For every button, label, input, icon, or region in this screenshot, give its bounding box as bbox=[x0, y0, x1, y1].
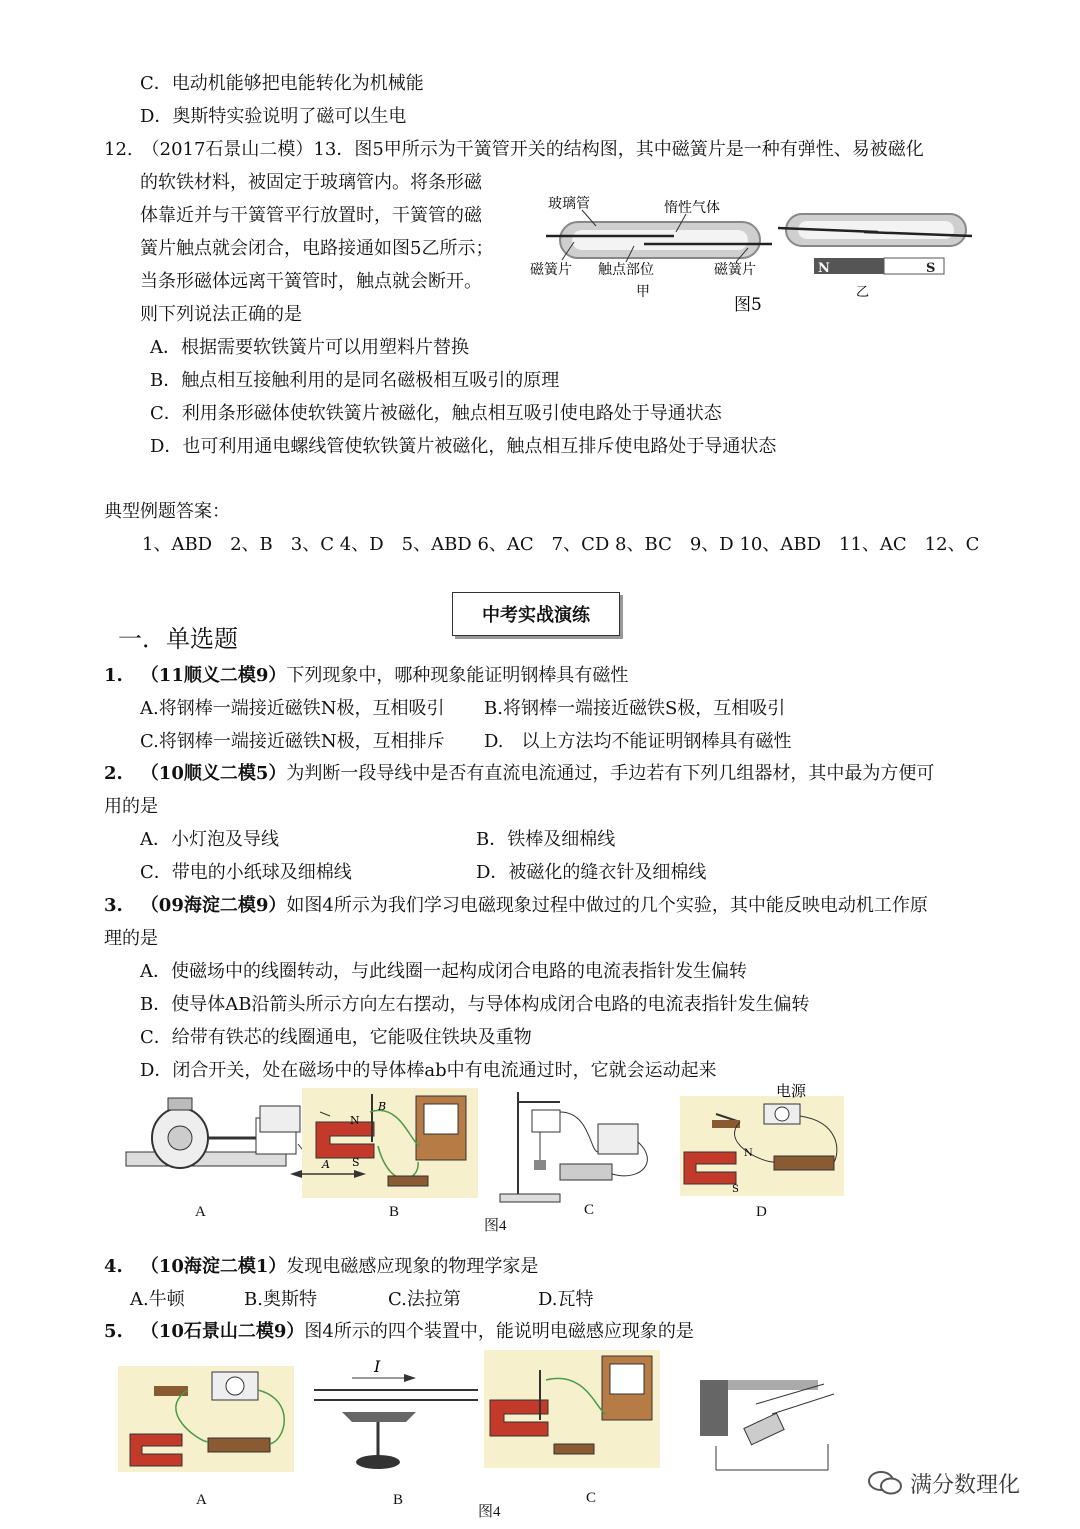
wechat-icon bbox=[868, 1470, 902, 1496]
q12-stem-line6: 则下列说法正确的是 bbox=[140, 304, 302, 325]
p3-option-b: B．使导体AB沿箭头所示方向左右摆动，与导体构成闭合电路的电流表指针发生偏转 bbox=[140, 994, 810, 1015]
d-s-label: S bbox=[732, 1184, 739, 1195]
experiment-a-generator bbox=[126, 1098, 306, 1168]
b-a-label: A bbox=[322, 1158, 330, 1171]
device-d-apparatus bbox=[700, 1380, 834, 1470]
p1-text: 下列现象中，哪种现象能证明钢棒具有磁性 bbox=[286, 665, 629, 686]
magnet-s-label: S bbox=[926, 261, 936, 276]
p4-option-c: C.法拉第 bbox=[388, 1289, 461, 1310]
b-s-label: S bbox=[352, 1156, 360, 1169]
q12-stem-line4: 簧片触点就会闭合，电路接通如图5乙所示； bbox=[140, 238, 494, 259]
experiment-b-induction bbox=[290, 1088, 478, 1198]
p1-number: 1. bbox=[104, 665, 123, 686]
device-a-motor bbox=[118, 1366, 294, 1472]
fig4-caption: 图4 bbox=[484, 1218, 507, 1234]
p3-option-a: A．使磁场中的线圈转动，与此线圈一起构成闭合电路的电流表指针发生偏转 bbox=[140, 961, 747, 982]
p4-number: 4. bbox=[104, 1256, 123, 1277]
p4-option-a: A.牛顿 bbox=[130, 1289, 185, 1310]
b-b-label: B bbox=[378, 1100, 387, 1113]
section-title: 中考实战演练 bbox=[482, 605, 590, 626]
label-reed-left: 磁簧片 bbox=[530, 262, 572, 278]
answers-title: 典型例题答案： bbox=[104, 501, 230, 522]
reed-switch-diagram-yi bbox=[778, 214, 972, 300]
p3-source: （09海淀二模9） bbox=[140, 895, 287, 916]
section-title-box bbox=[452, 592, 620, 636]
p5-number: 5. bbox=[104, 1321, 123, 1342]
label-inert-gas: 惰性气体 bbox=[664, 200, 720, 216]
label-glass-tube: 玻璃管 bbox=[548, 196, 590, 212]
magnet-n-label: N bbox=[818, 261, 830, 276]
experiment-d-motor bbox=[680, 1082, 844, 1196]
fig4-label-b: B bbox=[389, 1204, 400, 1220]
p1-option-d: D. 以上方法均不能证明钢棒具有磁性 bbox=[484, 731, 792, 752]
p2-option-a: A．小灯泡及导线 bbox=[140, 829, 279, 850]
fig4b-label-a: A bbox=[196, 1492, 207, 1508]
label-contact: 触点部位 bbox=[598, 262, 654, 278]
fig4-label-d: D bbox=[756, 1204, 767, 1220]
fig4b-label-b: B bbox=[393, 1492, 404, 1508]
watermark bbox=[868, 1463, 1058, 1503]
q12-option-a: A．根据需要软铁簧片可以用塑料片替换 bbox=[150, 337, 469, 358]
p3-option-d: D．闭合开关，处在磁场中的导体棒ab中有电流通过时，它就会运动起来 bbox=[140, 1060, 717, 1081]
device-c-induction bbox=[484, 1350, 660, 1468]
p3-number: 3. bbox=[104, 895, 123, 916]
b-n-label: N bbox=[350, 1114, 360, 1127]
p3-text: 如图4所示为我们学习电磁现象过程中做过的几个实验，其中能反映电动机工作原 bbox=[286, 895, 928, 916]
p1-stem bbox=[104, 664, 628, 688]
p4-option-b: B.奥斯特 bbox=[244, 1289, 317, 1310]
d-n-label: N bbox=[744, 1148, 753, 1159]
p1-option-a: A.将钢棒一端接近磁铁N极，互相吸引 bbox=[140, 698, 445, 719]
device-b-oersted bbox=[314, 1357, 478, 1469]
figure-4-experiments bbox=[120, 1082, 850, 1232]
p1-source: （11顺义二模9） bbox=[140, 665, 287, 686]
p2-option-c: C．带电的小纸球及细棉线 bbox=[140, 862, 352, 883]
p1-option-b: B.将钢棒一端接近磁铁S极，互相吸引 bbox=[484, 698, 786, 719]
p5-text: 图4所示的四个装置中，能说明电磁感应现象的是 bbox=[304, 1321, 694, 1342]
p3-stem bbox=[104, 894, 928, 918]
reed-switch-diagram-jia bbox=[530, 195, 772, 300]
fig4-label-a: A bbox=[195, 1204, 206, 1220]
answers-list: 1、ABD 2、B 3、C 4、D 5、ABD 6、AC 7、CD 8、BC 9、D 10、ABD 11、AC 12、C bbox=[142, 534, 980, 555]
q12-stem-line2: 的软铁材料，被固定于玻璃管内。将条形磁 bbox=[140, 172, 482, 193]
q11-option-d: D．奥斯特实验说明了磁可以生电 bbox=[140, 106, 407, 127]
label-reed-right: 磁簧片 bbox=[714, 262, 756, 278]
q12-stem-line1: 12. （2017石景山二模）13．图5甲所示为干簧管开关的结构图，其中磁簧片是一种有弹性、易被磁化 bbox=[104, 139, 924, 160]
watermark-text: 满分数理化 bbox=[910, 1472, 1021, 1498]
p1-option-c: C.将钢棒一端接近磁铁N极，互相排斥 bbox=[140, 731, 445, 752]
p4-stem bbox=[104, 1255, 538, 1279]
p2-option-b: B．铁棒及细棉线 bbox=[476, 829, 616, 850]
fig4b-label-c: C bbox=[586, 1490, 597, 1506]
d-power-label: 电源 bbox=[776, 1082, 807, 1100]
figure-5-caption: 图5 bbox=[734, 295, 762, 315]
p2-number: 2. bbox=[104, 763, 123, 784]
figure-5-reed-switch bbox=[526, 188, 986, 318]
label-yi: 乙 bbox=[856, 285, 870, 300]
p2-source: （10顺义二模5） bbox=[140, 763, 287, 784]
q12-option-c: C．利用条形磁体使软铁簧片被磁化，触点相互吸引使电路处于导通状态 bbox=[150, 403, 722, 424]
p2-stem-line2: 用的是 bbox=[104, 796, 158, 817]
q12-stem-line5: 当条形磁体远离干簧管时，触点就会断开。 bbox=[140, 271, 482, 292]
label-jia: 甲 bbox=[636, 284, 650, 300]
q12-stem-line3: 体靠近并与干簧管平行放置时，干簧管的磁 bbox=[140, 205, 482, 226]
figure-4-devices bbox=[116, 1350, 842, 1490]
p4-option-d: D.瓦特 bbox=[538, 1289, 594, 1310]
p2-option-d: D．被磁化的缝衣针及细棉线 bbox=[476, 862, 707, 883]
p2-stem bbox=[104, 762, 934, 786]
p5-stem bbox=[104, 1320, 694, 1344]
q12-option-d: D．也可利用通电螺线管使软铁簧片被磁化，触点相互排斥使电路处于导通状态 bbox=[150, 436, 777, 457]
p3-option-c: C．给带有铁芯的线圈通电，它能吸住铁块及重物 bbox=[140, 1027, 532, 1048]
current-i-label: I bbox=[374, 1357, 381, 1376]
fig4b-caption: 图4 bbox=[478, 1504, 501, 1520]
fig4-label-c: C bbox=[584, 1202, 595, 1218]
p4-source: （10海淀二模1） bbox=[140, 1256, 287, 1277]
experiment-c-electromagnet bbox=[500, 1092, 647, 1202]
p2-text: 为判断一段导线中是否有直流电流通过，手边若有下列几组器材，其中最为方便可 bbox=[286, 763, 935, 784]
section-heading: 一．单选题 bbox=[118, 625, 238, 653]
q11-option-c: C．电动机能够把电能转化为机械能 bbox=[140, 73, 424, 94]
p5-source: （10石景山二模9） bbox=[140, 1321, 305, 1342]
p3-stem-line2: 理的是 bbox=[104, 928, 158, 949]
q12-option-b: B．触点相互接触利用的是同名磁极相互吸引的原理 bbox=[150, 370, 560, 391]
p4-text: 发现电磁感应现象的物理学家是 bbox=[286, 1256, 539, 1277]
